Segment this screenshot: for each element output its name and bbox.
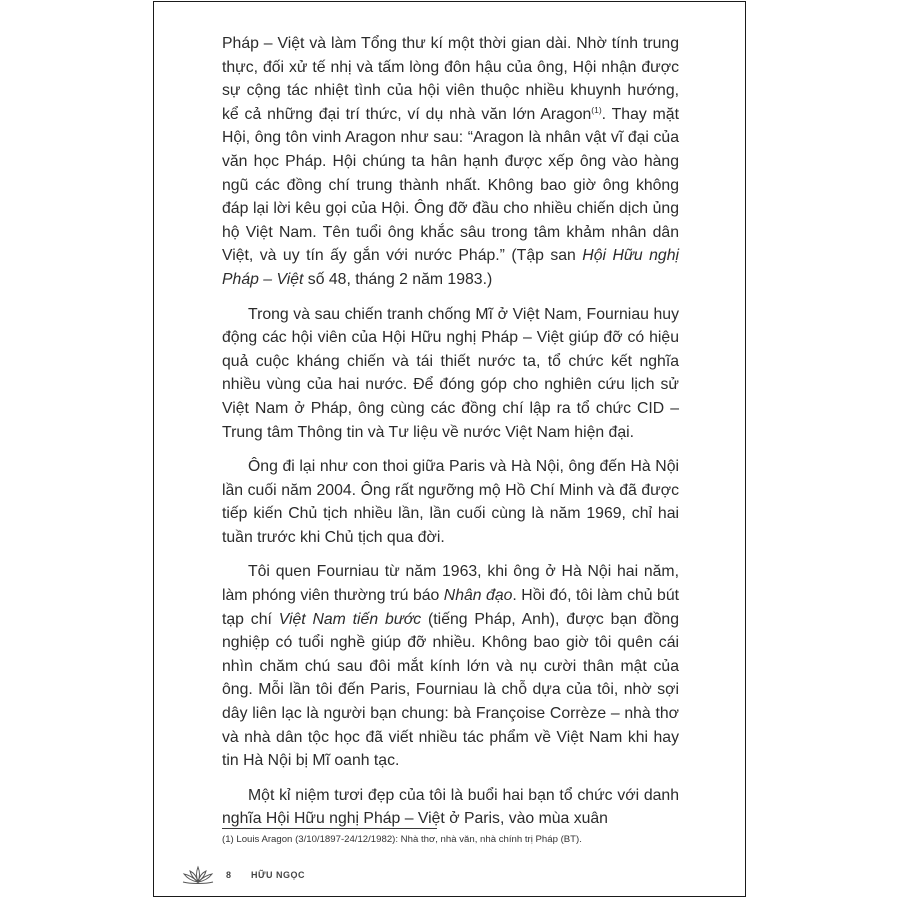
paragraph-1-text-c: số 48, tháng 2 năm 1983.) [303, 270, 493, 288]
book-page [153, 1, 746, 897]
paragraph-4 [222, 560, 679, 772]
paragraph-4-text-c: (tiếng Pháp, Anh), được bạn đồng nghiệp có tuổi nghề giúp đỡ nhiều. Không bao giờ tôi quên cái nhìn chăm chú sau đôi mắt kính lớn và nụ cười thân mật của ông. Mỗi lần tôi đến Paris, Fourniau là chỗ dựa của tôi, nhờ sợi dây liên lạc là người bạn chung: bà Françoise Corrèze – nhà thơ và nhà dân tộc học đã viết nhiều tác phẩm về Việt Nam khi hay tin Hà Nội bị Mĩ oanh tạc. [222, 610, 679, 770]
paragraph-2: Trong và sau chiến tranh chống Mĩ ở Việt Nam, Fourniau huy động các hội viên của Hội Hữu nghị Pháp – Việt giúp đỡ có hiệu quả cuộc kháng chiến và tái thiết nước ta, tổ chức kết nghĩa nhiều vùng của hai nước. Để đóng góp cho nghiên cứu lịch sử Việt Nam ở Pháp, ông cùng các đồng chí lập ra tổ chức CID – Trung tâm Thông tin và Tư liệu về nước Việt Nam hiện đại. [222, 305, 679, 441]
body-text [222, 32, 679, 842]
author-name: HỮU NGỌC [251, 870, 305, 880]
footnote: (1) Louis Aragon (3/10/1897-24/12/1982): Nhà thơ, nhà văn, nhà chính trị Pháp (BT). [222, 834, 582, 845]
paragraph-1-text-b: . Thay mặt Hội, ông tôn vinh Aragon như sau: “Aragon là nhân vật vĩ đại của văn học Pháp. Hội chúng ta hân hạnh được xếp ông vào hàng ngũ các đồng chí trung thành nhất. Không bao giờ ông không đáp lại lời kêu gọi của Hội. Ông đỡ đầu cho nhiều chiến dịch ủng hộ Việt Nam. Tên tuổi ông khắc sâu trong tâm khảm nhân dân Việt, và uy tín ấy gắn với nước Pháp.” (Tập san [222, 105, 679, 265]
paragraph-4-text-b: . Hồi đó, tôi làm chủ bút tạp chí [222, 587, 680, 628]
journal-title: Hội Hữu nghị Pháp – Việt [222, 247, 680, 288]
paragraph-3: Ông đi lại như con thoi giữa Paris và Hà Nội, ông đến Hà Nội lần cuối năm 2004. Ông rất ngưỡng mộ Hồ Chí Minh và đã được tiếp kiến Chủ tịch nhiều lần, lần cuối cùng là năm 1969, chỉ hai tuần trước khi Chủ tịch qua đời. [222, 458, 679, 546]
paragraph-4-text-a: Tôi quen Fourniau từ năm 1963, khi ông ở Hà Nội hai năm, làm phóng viên thường trú báo [222, 563, 679, 605]
paragraph-1-text-a: Pháp – Việt và làm Tổng thư kí một thời gian dài. Nhờ tính trung thực, đối xử tế nhị và tấm lòng đôn hậu của ông, Hội nhận được sự cộng tác nhiệt tình của hội viên thuộc nhiều khuynh hướng, kể cả những đại trí thức, ví dụ nhà văn lớn Aragon [222, 35, 679, 123]
footnote-divider [222, 828, 437, 829]
newspaper-title: Nhân đạo [443, 587, 513, 605]
page-number: 8 [226, 870, 232, 880]
paragraph-5: Một kỉ niệm tươi đẹp của tôi là buổi hai bạn tổ chức với danh nghĩa Hội Hữu nghị Pháp – Việt ở Paris, vào mùa xuân [222, 786, 679, 828]
page-footer [180, 864, 305, 886]
lotus-icon [180, 865, 216, 885]
magazine-title: Việt Nam tiến bước [278, 610, 422, 628]
footnote-marker: (1) [591, 104, 602, 115]
paragraph-1 [222, 32, 679, 292]
